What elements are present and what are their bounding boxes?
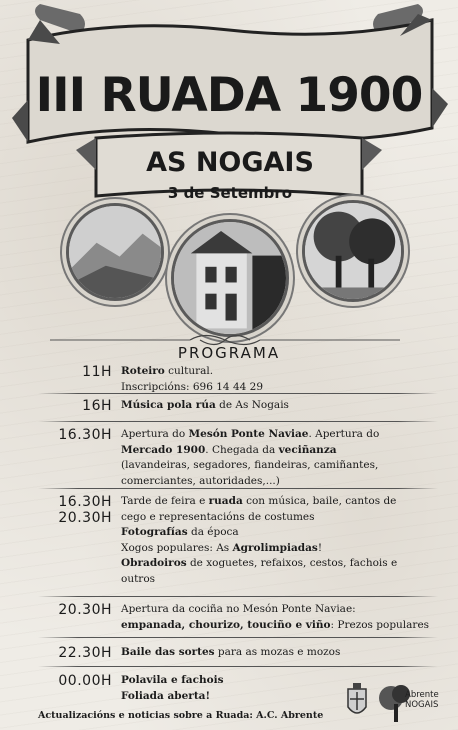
program-description-line: outros [121, 572, 156, 585]
program-time: 16.30H [58, 494, 112, 510]
program-description-line: Mercado 1900. Chegada da veciñanza [121, 443, 337, 456]
program-time-end: 20.30H [58, 510, 112, 526]
program-separator [38, 488, 438, 489]
program-separator [38, 393, 438, 394]
photo-building [171, 219, 289, 337]
program-description-line: Baile das sortes para as mozas e mozos [121, 646, 341, 658]
program-time: 22.30H [58, 645, 112, 661]
program-time: 20.30H [58, 602, 112, 618]
photo-landscape [66, 203, 164, 301]
program-description-line: cego e representacións de costumes [121, 510, 315, 523]
event-date: 3 de Setembro [167, 184, 293, 202]
program-time: 00.00H [58, 673, 112, 689]
program-heading: PROGRAMA [177, 344, 281, 362]
event-location: AS NOGAIS [146, 147, 314, 178]
program-description [121, 645, 439, 661]
program-description-line: comerciantes, autoridades,...) [121, 474, 280, 487]
program-separator [38, 421, 438, 422]
program-description-line: empanada, chourizo, touciño e viño: Prezos populares [121, 618, 430, 631]
program-description-line: Roteiro cultural. [121, 365, 214, 377]
footer-note: Actualizacións e noticias sobre a Ruada: A.C. Abrente [38, 710, 324, 721]
program-description [121, 364, 439, 395]
program-description-line: Inscripcións: 696 14 44 29 [121, 380, 264, 393]
program-description [121, 602, 439, 633]
program-description-line: Xogos populares: As Agrolimpiadas! [121, 541, 323, 554]
program-description-line: Obradoiros de xoguetes, refaixos, cestos, fachois e [121, 557, 398, 569]
program-description-line: Polavila e fachois [121, 674, 224, 686]
program-description [121, 427, 439, 489]
program-description-line: Apertura da cociña no Mesón Ponte Naviae: [121, 603, 356, 615]
program-separator [38, 637, 438, 638]
program-description-line: Música pola rúa de As Nogais [121, 399, 289, 411]
program-description-line: Fotografías da época [121, 526, 239, 538]
program-description-line: Apertura do Mesón Ponte Naviae. Apertura do [121, 428, 380, 440]
program-description-line: Foliada aberta! [121, 689, 211, 702]
program-time: 16H [82, 398, 112, 414]
event-title: III RUADA 1900 [35, 68, 423, 123]
photo-trees [302, 200, 404, 302]
abrente-logo-text: Abrente NOGAIS [405, 690, 439, 710]
program-separator [38, 596, 438, 597]
program-time: 11H [82, 364, 112, 380]
program-description-line: Tarde de feira e ruada con música, baile, cantos de [121, 495, 397, 507]
coat-of-arms-logo [344, 683, 370, 723]
program-description [121, 494, 439, 587]
program-description-line: (lavandeiras, segadores, fiandeiras, camiñantes, [121, 459, 379, 471]
program-time: 16.30H [58, 427, 112, 443]
program-description [121, 398, 439, 414]
program-separator [38, 666, 438, 667]
